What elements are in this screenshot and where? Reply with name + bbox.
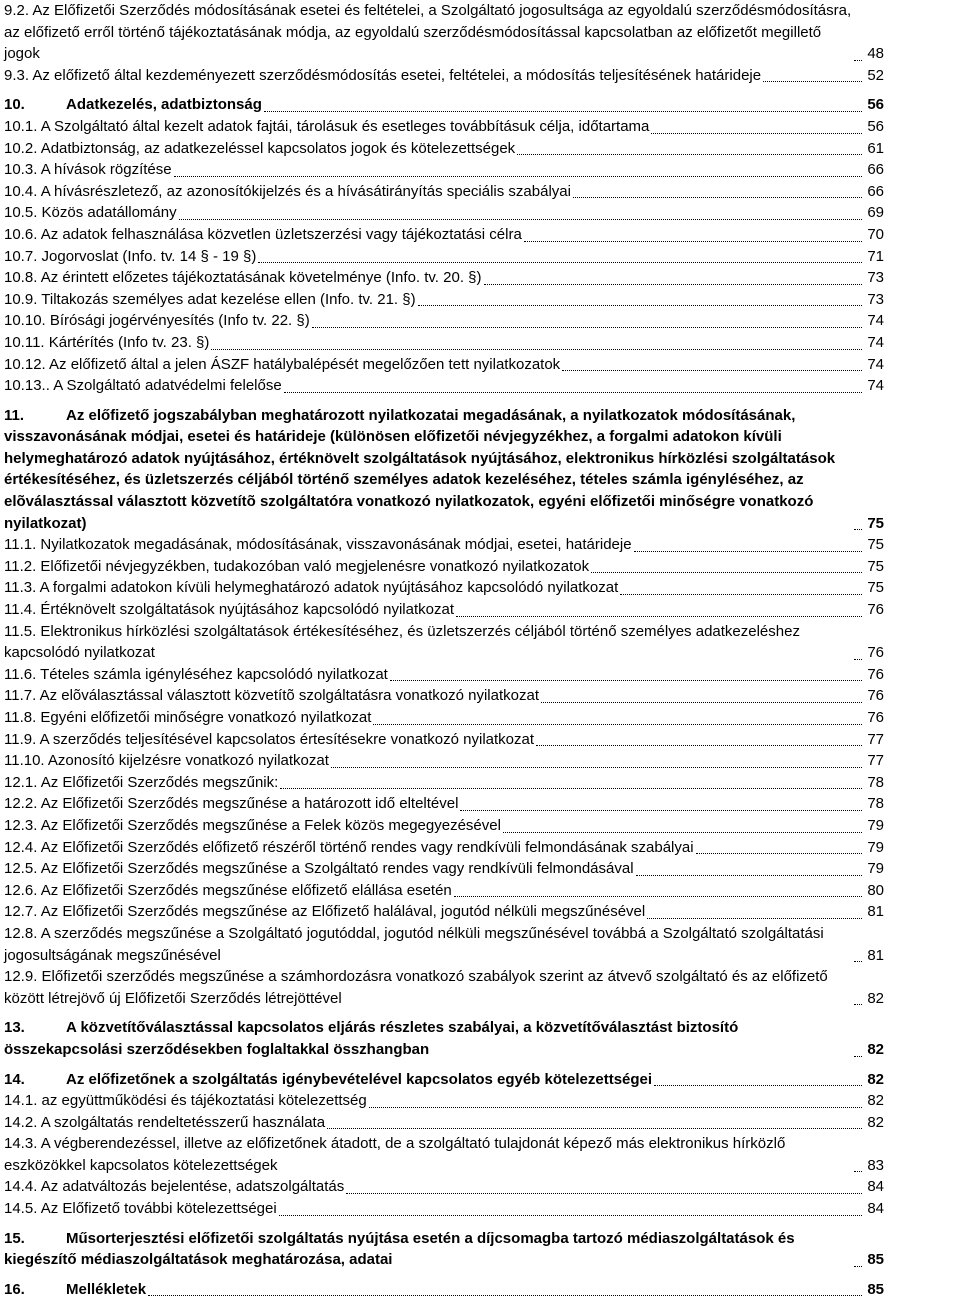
dot-leader	[346, 1193, 862, 1194]
toc-chapter-title	[4, 1228, 852, 1271]
toc-entry-9-2[interactable]	[4, 0, 884, 65]
toc-entry-11-6[interactable]	[4, 664, 884, 686]
toc-entry-14-5[interactable]	[4, 1198, 884, 1220]
dot-leader	[620, 594, 862, 595]
toc-entry-page: 71	[867, 247, 884, 265]
dot-leader	[284, 392, 862, 393]
toc-entry-text: 10.5. Közös adatállomány	[4, 204, 177, 222]
toc-entry-page: 75	[867, 514, 884, 532]
toc-entry-11-3[interactable]	[4, 577, 884, 599]
toc-entry-11-10[interactable]	[4, 750, 884, 772]
toc-entry-text: 10.10. Bírósági jogérvényesítés (Info tv. 22. §)	[4, 312, 310, 330]
toc-chapter-title	[4, 94, 262, 116]
toc-entry-text: 10.4. A hívásrészletező, az azonosítókijelzés és a hívásátirányítás speciális szabályai	[4, 182, 571, 200]
toc-entry-page: 80	[867, 881, 884, 899]
toc-entry-page: 78	[867, 773, 884, 791]
toc-entry-10-5[interactable]	[4, 202, 884, 224]
toc-entry-page: 77	[867, 730, 884, 748]
toc-entry-text: 10.13.. A Szolgáltató adatvédelmi felelőse	[4, 377, 282, 395]
toc-entry-text: 12.2. Az Előfizetői Szerződés megszűnése a határozott idő elteltével	[4, 795, 459, 813]
toc-entry-text: 10.12. Az előfizető által a jelen ÁSZF hatálybalépését megelőzően tett nyilatkozatok	[4, 355, 561, 373]
toc-entry-page: 84	[867, 1178, 884, 1196]
toc-entry-page: 79	[867, 860, 884, 878]
toc-chapter-title	[4, 1069, 652, 1091]
toc-entry-page: 85	[867, 1251, 884, 1269]
toc-entry-page: 70	[867, 225, 884, 243]
dot-leader	[854, 1056, 862, 1057]
dot-leader	[854, 1171, 862, 1172]
toc-entry-10-4[interactable]	[4, 181, 884, 203]
dot-leader	[327, 1128, 862, 1129]
toc-chapter-number: 16.	[4, 1280, 25, 1298]
toc-entry-page: 83	[867, 1156, 884, 1174]
dot-leader	[647, 918, 862, 919]
dot-leader	[279, 1215, 862, 1216]
toc-entry-text: 10.6. Az adatok felhasználása közvetlen üzletszerzési vagy tájékoztatási célra	[4, 225, 522, 243]
toc-entry-12-8[interactable]	[4, 923, 884, 966]
toc-entry-text: 11.7. Az elõválasztással választott közvetítõ szolgáltatásra vonatkozó nyilatkozat	[4, 687, 540, 705]
toc-chapter-text: Az előfizető jogszabályban meghatározott nyilatkozatai megadásának, a nyilatkozatok módosításának, visszavonásának módjai, esetei és határideje (különösen előfizetői névjegyzékhez, a forgalmi adatokon kívüli helymeghatározó adatok nyújtásához, értéknövelt szolgáltatások nyújtásához, elektronikus hírközlési szolgáltatások értékesítéséhez, és üzletszerzés céljából történő személyes adatok kezeléséhez, tételes számla igényléséhez, az elõválasztással választott közvetítõ szolgáltatóra vonatkozó nyilatkozatok, egyéni előfizetői minőségre vonatkozó nyilatkozat)	[4, 406, 836, 532]
dot-leader	[696, 853, 862, 854]
toc-entry-page: 82	[867, 989, 884, 1007]
toc-entry-10-13[interactable]	[4, 375, 884, 397]
toc-entry-14-3[interactable]	[4, 1133, 884, 1176]
dot-leader	[418, 305, 862, 306]
dot-leader	[312, 327, 862, 328]
toc-entry-12-2[interactable]	[4, 793, 884, 815]
toc-entry-page: 69	[867, 204, 884, 222]
toc-entry-text: 12.9. Előfizetői szerződés megszűnése a számhordozásra vonatkozó szabályok szerint az átvevő szolgáltató és az előfizető között létrejövő új Előfizetői Szerződés létrejöttével	[4, 968, 828, 1007]
dot-leader	[331, 767, 862, 768]
dot-leader	[763, 81, 862, 82]
toc-entry-10-3[interactable]	[4, 159, 884, 181]
toc-entry-10-1[interactable]	[4, 116, 884, 138]
dot-leader	[636, 875, 862, 876]
dot-leader	[591, 572, 862, 573]
dot-leader	[264, 111, 862, 112]
toc-entry-page: 52	[867, 66, 884, 84]
toc-entry-text: 10.3. A hívások rögzítése	[4, 161, 172, 179]
dot-leader	[854, 1004, 862, 1005]
toc-entry-12-9[interactable]	[4, 966, 884, 1009]
toc-entry-text: 10.8. Az érintett előzetes tájékoztatásának követelménye (Info. tv. 20. §)	[4, 269, 482, 287]
toc-chapter-text: Adatkezelés, adatbiztonság	[66, 96, 262, 114]
toc-entry-12-1[interactable]	[4, 772, 884, 794]
toc-entry-page: 79	[867, 838, 884, 856]
toc-entry-page: 74	[867, 355, 884, 373]
toc-entry-11-8[interactable]	[4, 707, 884, 729]
toc-chapter-10[interactable]	[4, 94, 884, 116]
toc-entry-10-8[interactable]	[4, 267, 884, 289]
dot-leader	[503, 832, 862, 833]
toc-entry-text: 9.3. Az előfizető által kezdeményezett szerződésmódosítás esetei, feltételei, a módosítás teljesítésének határideje	[4, 66, 762, 84]
toc-entry-page: 82	[867, 1040, 884, 1058]
toc-entry-page: 82	[867, 1070, 884, 1088]
toc-entry-11-7[interactable]	[4, 685, 884, 707]
toc-entry-page: 81	[867, 903, 884, 921]
toc-entry-text: 12.6. Az Előfizetői Szerződés megszűnése előfizető elállása esetén	[4, 881, 452, 899]
toc-entry-12-6[interactable]	[4, 880, 884, 902]
toc-entry-14-1[interactable]	[4, 1090, 884, 1112]
toc-entry-page: 76	[867, 601, 884, 619]
toc-chapter-number: 11.	[4, 406, 25, 424]
toc-entry-page: 76	[867, 709, 884, 726]
dot-leader	[258, 262, 862, 263]
toc-chapter-13[interactable]	[4, 1017, 884, 1060]
dot-leader	[654, 1085, 862, 1086]
toc-entry-page: 66	[867, 161, 884, 179]
toc-entry-page: 82	[867, 1113, 884, 1131]
toc-chapter-text: Műsorterjesztési előfizetői szolgáltatás nyújtása esetén a díjcsomagba tartozó médiaszolgáltatások és kiegészítő médiaszolgáltatások meghatározása, adatai	[4, 1229, 795, 1269]
toc-entry-text: 11.10. Azonosító kijelzésre vonatkozó nyilatkozat	[4, 752, 329, 770]
toc-chapter-16[interactable]	[4, 1279, 884, 1301]
toc-entry-text: 11.5. Elektronikus hírközlési szolgáltatások értékesítéséhez, és üzletszerzés céljából történő személyes adatkezeléshez kapcsolódó nyilatkozat	[4, 622, 800, 662]
toc-entry-text: 12.4. Az Előfizetői Szerződés előfizető részéről történő rendes vagy rendkívüli felmondásának szabályai	[4, 838, 694, 856]
toc-entry-page: 84	[867, 1200, 884, 1218]
dot-leader	[373, 724, 862, 725]
dot-leader	[456, 616, 862, 617]
toc-chapter-number: 10.	[4, 96, 25, 114]
toc-entry-text: 11.4. Értéknövelt szolgáltatások nyújtásához kapcsolódó nyilatkozat	[4, 601, 454, 619]
toc-entry-text: 12.3. Az Előfizetői Szerződés megszűnése a Felek közös megegyezésével	[4, 816, 501, 834]
dot-leader	[573, 197, 862, 198]
toc-entry-text: 11.1. Nyilatkozatok megadásának, módosításának, visszavonásának módjai, esetei, határideje	[4, 536, 632, 554]
toc-entry-text: 12.8. A szerződés megszűnése a Szolgáltató jogutóddal, jogutód nélküli megszűnésével továbbá a Szolgáltató szolgáltatási jogosultságának megszűnésével	[4, 924, 824, 964]
toc-chapter-number: 13.	[4, 1019, 25, 1037]
toc-entry-page: 81	[867, 946, 884, 964]
toc-entry-page: 76	[867, 687, 884, 705]
toc-chapter-15[interactable]	[4, 1228, 884, 1271]
toc-entry-text: 14.1. az együttműködési és tájékoztatási kötelezettség	[4, 1092, 367, 1110]
toc-entry-text: 11.8. Egyéni előfizetői minőségre vonatkozó nyilatkozat	[4, 709, 372, 726]
toc-entry-page: 77	[867, 752, 884, 770]
toc-entry-page: 56	[867, 117, 884, 135]
toc-chapter-number: 14.	[4, 1070, 25, 1088]
toc-chapter-number: 15.	[4, 1229, 25, 1247]
toc-entry-page: 76	[867, 644, 884, 662]
toc-entry-text: 14.4. Az adatváltozás bejelentése, adatszolgáltatás	[4, 1178, 345, 1196]
toc-chapter-11[interactable]	[4, 405, 884, 535]
toc-entry-12-7[interactable]	[4, 901, 884, 923]
dot-leader	[854, 529, 862, 530]
toc-entry-page: 74	[867, 377, 884, 395]
toc-entry-10-11[interactable]	[4, 332, 884, 354]
toc-entry-11-2[interactable]	[4, 556, 884, 578]
toc-entry-page: 75	[867, 557, 884, 575]
toc-entry-text: 12.1. Az Előfizetői Szerződés megszűnik:	[4, 773, 279, 791]
toc-chapter-14[interactable]	[4, 1069, 884, 1091]
dot-leader	[211, 349, 862, 350]
toc-entry-text: 9.2. Az Előfizetői Szerződés módosításának esetei és feltételei, a Szolgáltató jogosultsága az egyoldalú szerződésmódosításra, az előfizető erről történő tájékoztatásának módja, az egyoldalú szerződésmódosítással kapcsolatban az előfizetőt megillető jogok	[4, 2, 852, 63]
toc-entry-text: 10.11. Kártérítés (Info tv. 23. §)	[4, 333, 210, 351]
toc-entry-text: 10.2. Adatbiztonság, az adatkezeléssel kapcsolatos jogok és kötelezettségek	[4, 139, 516, 157]
toc-entry-text: 11.9. A szerződés teljesítésével kapcsolatos értesítésekre vonatkozó nyilatkozat	[4, 730, 535, 748]
toc-entry-14-2[interactable]	[4, 1112, 884, 1134]
toc-entry-page: 73	[867, 290, 884, 308]
dot-leader	[854, 659, 862, 660]
toc-entry-12-5[interactable]	[4, 858, 884, 880]
toc-entry-9-3[interactable]	[4, 65, 884, 87]
dot-leader	[854, 961, 862, 962]
toc-entry-text: 11.3. A forgalmi adatokon kívüli helymeghatározó adatok nyújtásához kapcsolódó nyilatkozat	[4, 579, 619, 597]
dot-leader	[454, 896, 862, 897]
dot-leader	[280, 788, 862, 789]
toc-entry-page: 48	[867, 45, 884, 63]
toc-entry-12-3[interactable]	[4, 815, 884, 837]
toc-entry-page: 75	[867, 536, 884, 554]
dot-leader	[517, 154, 862, 155]
toc-entry-page: 85	[867, 1280, 884, 1298]
toc-entry-10-10[interactable]	[4, 310, 884, 332]
dot-leader	[369, 1107, 862, 1108]
toc-entry-11-4[interactable]	[4, 599, 884, 621]
dot-leader	[390, 680, 862, 681]
toc-chapter-title	[4, 405, 852, 535]
toc-entry-text: 12.7. Az Előfizetői Szerződés megszűnése az Előfizető halálával, jogutód nélküli megszűnésével	[4, 903, 646, 921]
toc-entry-10-6[interactable]	[4, 224, 884, 246]
toc-entry-10-12[interactable]	[4, 354, 884, 376]
dot-leader	[854, 60, 862, 61]
toc-entry-page: 66	[867, 182, 884, 200]
toc-entry-11-9[interactable]	[4, 729, 884, 751]
dot-leader	[651, 133, 862, 134]
toc-chapter-title	[4, 1017, 852, 1060]
dot-leader	[634, 551, 862, 552]
toc-chapter-text: A közvetítőválasztással kapcsolatos eljárás részletes szabályai, a közvetítőválasztást biztosító összekapcsolási szerződésekben foglaltakkal összhangban	[4, 1019, 739, 1058]
toc-entry-11-5[interactable]	[4, 621, 884, 664]
toc-entry-text: 10.1. A Szolgáltató által kezelt adatok fajtái, tárolásuk és esetleges továbbításuk célja, időtartama	[4, 117, 650, 135]
toc-entry-page: 82	[867, 1092, 884, 1110]
toc-entry-10-2[interactable]	[4, 138, 884, 160]
dot-leader	[148, 1295, 862, 1296]
toc-chapter-text: Mellékletek	[66, 1280, 147, 1298]
dot-leader	[541, 702, 862, 703]
toc-entry-page: 76	[867, 665, 884, 683]
table-of-contents	[4, 0, 884, 1300]
toc-entry-10-7[interactable]	[4, 246, 884, 268]
dot-leader	[174, 176, 862, 177]
toc-entry-page: 75	[867, 579, 884, 597]
toc-entry-12-4[interactable]	[4, 837, 884, 859]
dot-leader	[562, 370, 862, 371]
toc-entry-page: 74	[867, 312, 884, 330]
dot-leader	[484, 284, 863, 285]
toc-entry-text: 10.9. Tiltakozás személyes adat kezelése ellen (Info. tv. 21. §)	[4, 290, 416, 308]
dot-leader	[460, 810, 862, 811]
toc-entry-text: 11.2. Előfizetői névjegyzékben, tudakozóban való megjelenésre vonatkozó nyilatkozatok	[4, 557, 590, 575]
toc-chapter-text: Az előfizetőnek a szolgáltatás igénybevételével kapcsolatos egyéb kötelezettségei	[66, 1070, 653, 1088]
dot-leader	[536, 745, 862, 746]
toc-entry-page: 73	[867, 269, 884, 287]
toc-entry-14-4[interactable]	[4, 1176, 884, 1198]
toc-entry-page: 74	[867, 333, 884, 351]
toc-entry-page: 78	[867, 795, 884, 813]
toc-entry-page: 56	[867, 96, 884, 114]
dot-leader	[524, 241, 862, 242]
dot-leader	[179, 219, 862, 220]
toc-entry-text: 14.2. A szolgáltatás rendeltetésszerű használata	[4, 1113, 326, 1131]
toc-entry-page: 61	[867, 139, 884, 157]
toc-entry-text: 12.5. Az Előfizetői Szerződés megszűnése a Szolgáltató rendes vagy rendkívüli felmondásával	[4, 860, 634, 878]
toc-entry-text: 14.5. Az Előfizető további kötelezettségei	[4, 1200, 277, 1218]
toc-entry-11-1[interactable]	[4, 534, 884, 556]
toc-entry-10-9[interactable]	[4, 289, 884, 311]
toc-entry-text: 10.7. Jogorvoslat (Info. tv. 14 § - 19 §)	[4, 247, 257, 265]
toc-entry-page: 79	[867, 816, 884, 834]
dot-leader	[854, 1266, 862, 1267]
toc-entry-text: 11.6. Tételes számla igényléséhez kapcsolódó nyilatkozat	[4, 665, 388, 683]
toc-entry-text: 14.3. A végberendezéssel, illetve az előfizetőnek átadott, de a szolgáltató tulajdonát képező más elektronikus hírközlő eszközökkel kapcsolatos kötelezettségek	[4, 1135, 786, 1174]
toc-chapter-title	[4, 1279, 146, 1301]
